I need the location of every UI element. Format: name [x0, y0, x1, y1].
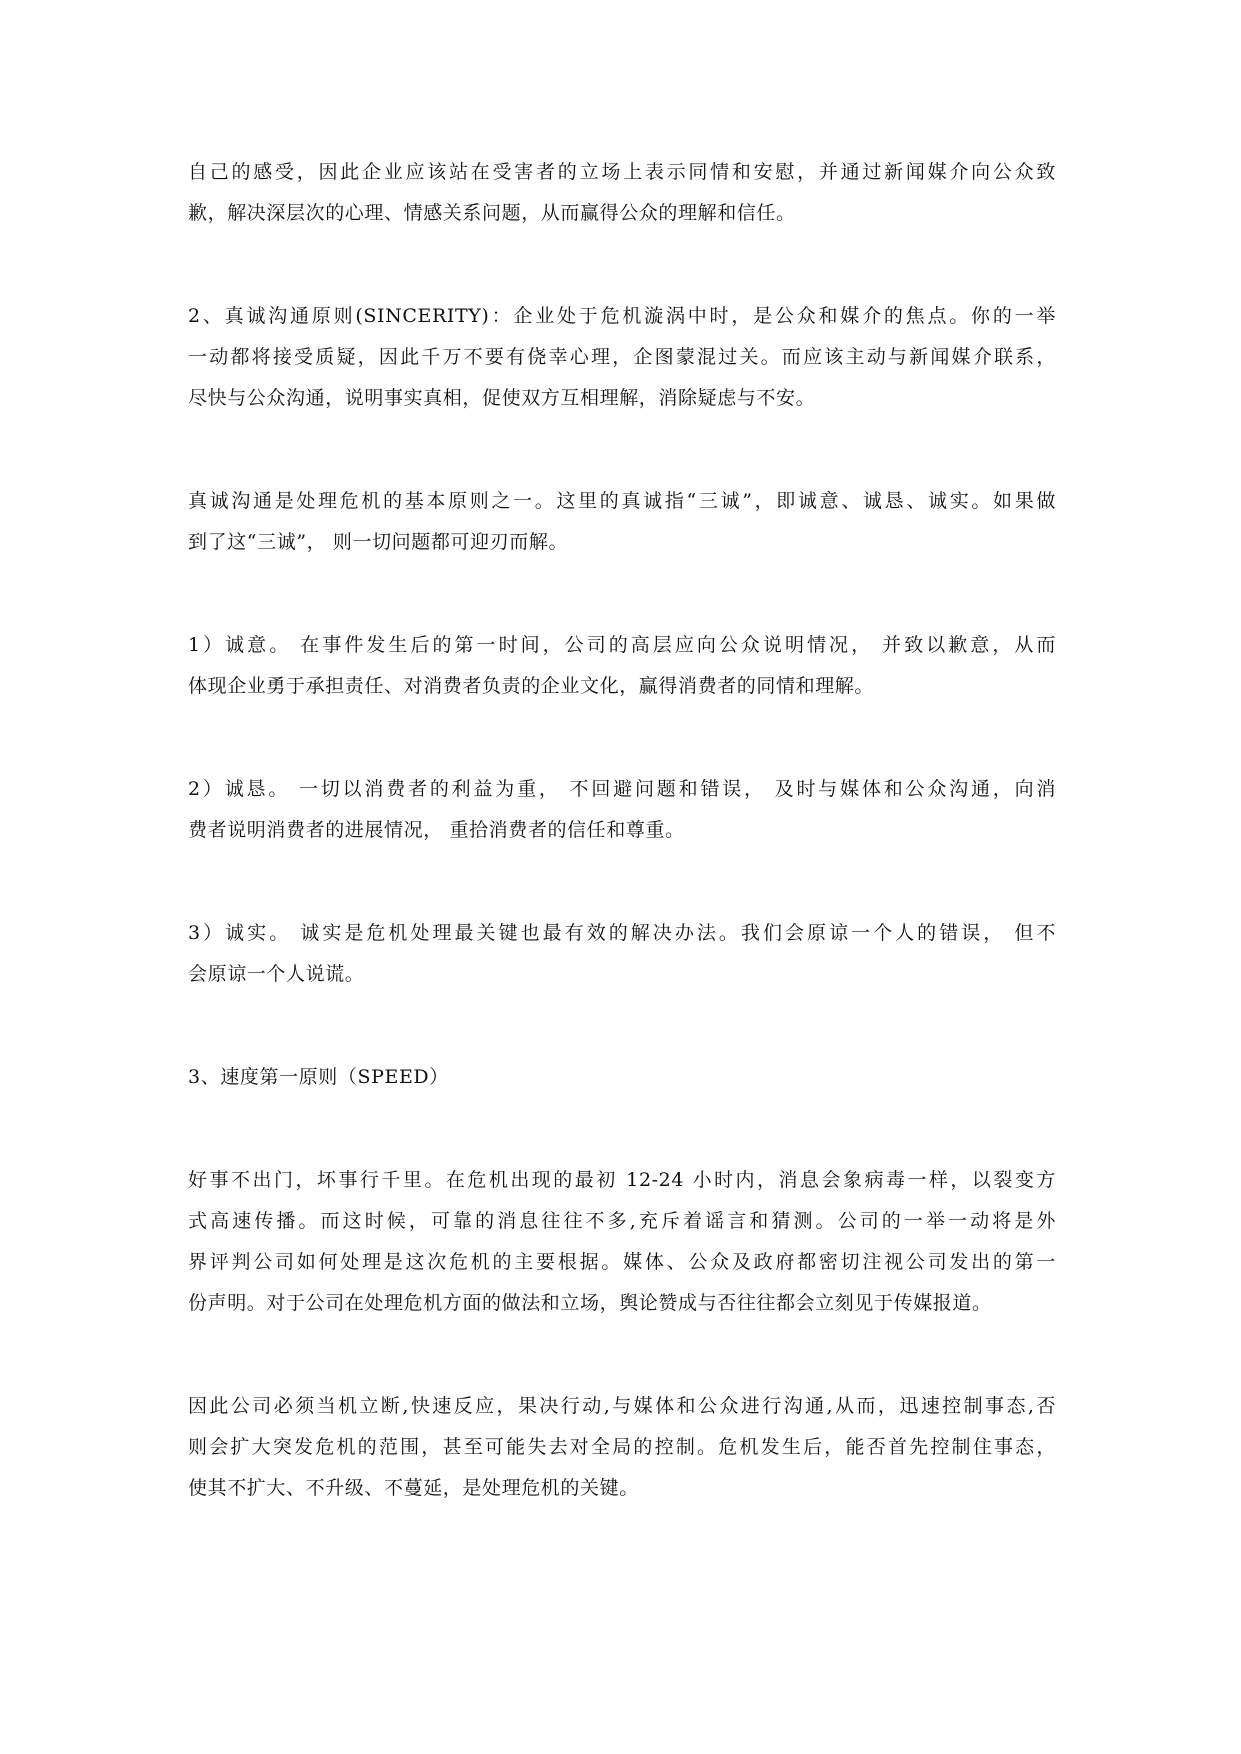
text-line: 3、速度第一原则（SPEED）	[188, 1066, 449, 1088]
document-body	[188, 152, 1056, 1571]
text-line: 2、真诚沟通原则(SINCERITY)：企业处于危机漩涡中时，是公众和媒介的焦点。你的一举	[188, 305, 1056, 327]
text-line: 份声明。对于公司在处理危机方面的做法和立场，舆论赞成与否往往都会立刻见于传媒报道。	[188, 1292, 992, 1314]
text-line: 歉，解决深层次的心理、情感关系问题，从而赢得公众的理解和信任。	[188, 202, 796, 224]
text-line: 尽快与公众沟通，说明事实真相，促使双方互相理解，消除疑虑与不安。	[188, 387, 816, 409]
text-line: 体现企业勇于承担责任、对消费者负责的企业文化，赢得消费者的同情和理解。	[188, 675, 875, 697]
paragraph-speed-1	[188, 1160, 1056, 1324]
text-line: 1）诚意。 在事件发生后的第一时间，公司的高层应向公众说明情况， 并致以歉意，从而	[188, 634, 1056, 656]
text-line: 自己的感受，因此企业应该站在受害者的立场上表示同情和安慰，并通过新闻媒介向公众致	[188, 161, 1056, 183]
text-line: 到了这“三诚”， 则一切问题都可迎刃而解。	[188, 531, 569, 553]
heading-principle-3	[188, 1057, 1056, 1098]
text-line: 3）诚实。 诚实是危机处理最关键也最有效的解决办法。我们会原谅一个人的错误， 但不	[188, 922, 1056, 944]
text-line: 费者说明消费者的进展情况， 重拾消费者的信任和尊重。	[188, 819, 685, 841]
text-line: 式高速传播。而这时候，可靠的消息往往不多,充斥着谣言和猜测。公司的一举一动将是外	[188, 1210, 1056, 1232]
paragraph-speed-2	[188, 1386, 1056, 1509]
text-line: 一动都将接受质疑，因此千万不要有侥幸心理，企图蒙混过关。而应该主动与新闻媒介联系，	[188, 346, 1056, 368]
text-line: 会原谅一个人说谎。	[188, 963, 365, 985]
paragraph-sincerity-1	[188, 625, 1056, 707]
text-line: 真诚沟通是处理危机的基本原则之一。这里的真诚指“三诚”，即诚意、诚恳、诚实。如果做	[188, 490, 1056, 512]
text-line: 界评判公司如何处理是这次危机的主要根据。媒体、公众及政府都密切注视公司发出的第一	[188, 1251, 1056, 1273]
text-line: 使其不扩大、不升级、不蔓延，是处理危机的关键。	[188, 1477, 639, 1499]
text-line: 2）诚恳。 一切以消费者的利益为重， 不回避问题和错误， 及时与媒体和公众沟通，向消	[188, 778, 1056, 800]
text-line: 好事不出门，坏事行千里。在危机出现的最初 12-24 小时内，消息会象病毒一样，以裂变方	[188, 1169, 1056, 1191]
paragraph-intro-continued	[188, 152, 1056, 234]
text-line: 因此公司必须当机立断,快速反应，果决行动,与媒体和公众进行沟通,从而，迅速控制事态,否	[188, 1395, 1056, 1417]
text-line: 则会扩大突发危机的范围，甚至可能失去对全局的控制。危机发生后，能否首先控制住事态，	[188, 1436, 1056, 1458]
paragraph-principle-2	[188, 296, 1056, 419]
paragraph-sincerity-3	[188, 913, 1056, 995]
paragraph-sincerity-2	[188, 769, 1056, 851]
paragraph-three-sincerities	[188, 481, 1056, 563]
